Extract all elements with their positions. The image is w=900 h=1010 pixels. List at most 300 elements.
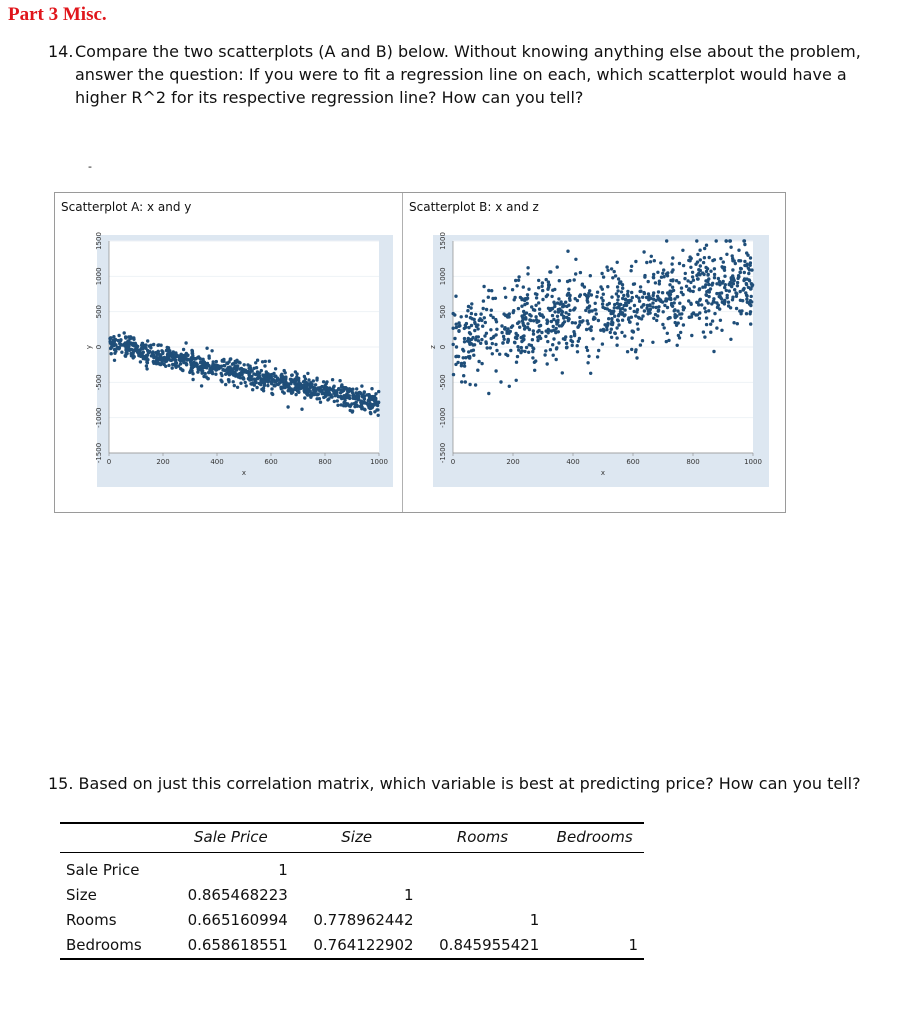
data-point [549,348,552,351]
data-point [156,361,159,364]
data-point [487,296,490,299]
data-point [692,290,695,293]
data-point [489,314,492,317]
data-point [721,301,724,304]
data-point [610,267,613,270]
data-point [538,308,541,311]
data-point [648,309,651,312]
data-point [632,283,635,286]
data-point [139,355,142,358]
data-point [363,397,366,400]
data-point [555,347,558,350]
data-point [466,309,469,312]
data-point [652,276,655,279]
data-point [589,372,592,375]
data-point [630,348,633,351]
data-point [310,394,313,397]
data-point [199,367,202,370]
data-point [286,405,289,408]
data-point [551,343,554,346]
x-tick-label: 400 [210,458,224,466]
data-point [618,303,621,306]
data-point [519,296,522,299]
data-point [616,261,619,264]
data-point [295,372,298,375]
data-point [284,371,287,374]
data-point [480,338,483,341]
data-point [574,272,577,275]
data-point [479,312,482,315]
data-point [536,330,539,333]
data-point [256,370,259,373]
data-point [698,249,701,252]
data-point [486,346,489,349]
data-point [332,389,335,392]
data-point [606,322,609,325]
data-point [657,290,660,293]
data-point [472,343,475,346]
data-point [586,361,589,364]
data-point [673,297,676,300]
data-point [340,383,343,386]
data-point [487,289,490,292]
data-point [743,243,746,246]
data-point [610,320,613,323]
data-point [172,350,175,353]
data-point [456,361,459,364]
data-point [731,298,734,301]
data-point [683,277,686,280]
data-point [195,363,198,366]
data-point [200,384,203,387]
table-cell: 1 [545,933,644,959]
data-point [626,293,629,296]
data-point [514,279,517,282]
data-point [569,335,572,338]
data-point [220,374,223,377]
data-point [128,341,131,344]
data-point [535,293,538,296]
data-point [646,312,649,315]
data-point [689,281,692,284]
data-point [735,295,738,298]
data-point [711,319,714,322]
data-point [252,372,255,375]
data-point [698,273,701,276]
data-point [736,284,739,287]
row-label: Size [66,886,97,904]
data-point [255,386,258,389]
header-cell: Bedrooms [545,823,644,853]
data-point [314,383,317,386]
data-point [230,370,233,373]
data-point [728,289,731,292]
data-point [668,316,671,319]
data-point [489,328,492,331]
data-point [490,309,493,312]
data-point [300,408,303,411]
data-point [739,259,742,262]
data-point [551,314,554,317]
data-point [284,377,287,380]
data-point [167,355,170,358]
data-point [576,326,579,329]
data-point [572,308,575,311]
data-point [250,382,253,385]
data-point [691,271,694,274]
data-point [331,378,334,381]
y-tick-label: -1500 [439,442,447,464]
data-point [608,302,611,305]
y-axis-label: y [85,344,93,350]
data-point [223,369,226,372]
data-point [562,316,565,319]
data-point [661,272,664,275]
data-point [550,295,553,298]
data-point [545,278,548,281]
y-axis-label: z [429,345,437,349]
data-point [552,354,555,357]
data-point [609,312,612,315]
data-point [193,357,196,360]
data-point [556,265,559,268]
data-point [626,350,629,353]
data-point [706,273,709,276]
data-point [639,343,642,346]
data-point [182,361,185,364]
data-point [695,239,698,242]
data-point [721,281,724,284]
data-point [325,380,328,383]
x-axis-label: x [241,469,247,477]
data-point [743,260,746,263]
data-point [595,295,598,298]
data-point [227,378,230,381]
data-point [177,364,180,367]
data-point [224,383,227,386]
data-point [502,312,505,315]
data-point [232,373,235,376]
data-point [124,351,127,354]
table-cell [420,883,546,908]
data-point [268,373,271,376]
data-point [123,343,126,346]
table-cell: 0.845955421 [420,933,546,959]
data-point [511,288,514,291]
data-point [607,317,610,320]
data-point [600,272,603,275]
data-point [645,261,648,264]
data-point [495,320,498,323]
data-point [669,296,672,299]
data-point [679,331,682,334]
data-point [251,388,254,391]
x-tick-label: 800 [686,458,700,466]
data-point [737,275,740,278]
y-tick-label: 0 [439,344,447,350]
data-point [470,312,473,315]
data-point [567,292,570,295]
data-point [537,286,540,289]
data-point [205,375,208,378]
data-point [315,377,318,380]
data-point [558,302,561,305]
data-point [587,355,590,358]
data-point [638,290,641,293]
data-point [164,360,167,363]
data-point [526,293,529,296]
data-point [678,312,681,315]
data-point [248,365,251,368]
data-point [303,375,306,378]
data-point [239,382,242,385]
data-point [704,283,707,286]
data-point [268,360,271,363]
data-point [642,250,645,253]
data-point [678,262,681,265]
data-point [166,346,169,349]
data-point [360,384,363,387]
data-point [465,315,468,318]
data-point [735,307,738,310]
data-point [204,372,207,375]
data-point [673,313,676,316]
data-point [589,274,592,277]
data-point [687,288,690,291]
data-point [720,291,723,294]
data-point [578,320,581,323]
data-point [743,239,746,242]
data-point [614,274,617,277]
data-point [636,328,639,331]
data-point [189,361,192,364]
data-point [590,309,593,312]
data-point [633,304,636,307]
data-point [489,346,492,349]
data-point [613,303,616,306]
data-point [745,282,748,285]
data-point [506,327,509,330]
data-point [703,307,706,310]
data-point [512,311,515,314]
data-point [558,307,561,310]
data-point [659,298,662,301]
data-point [563,304,566,307]
data-point [617,323,620,326]
data-point [229,357,232,360]
scatterplot-b-title: Scatterplot B: x and z [409,200,539,214]
data-point [522,338,525,341]
data-point [458,324,461,327]
data-point [146,361,149,364]
data-point [522,310,525,313]
data-point [703,247,706,250]
data-point [749,310,752,313]
data-point [281,390,284,393]
data-point [697,268,700,271]
data-point [525,346,528,349]
data-point [643,309,646,312]
data-point [214,373,217,376]
data-point [477,360,480,363]
data-point [500,331,503,334]
data-point [503,338,506,341]
data-point [128,337,131,340]
x-tick-label: 600 [264,458,278,466]
data-point [149,346,152,349]
data-point [712,350,715,353]
data-point [555,358,558,361]
data-point [472,349,475,352]
data-point [159,363,162,366]
data-point [650,255,653,258]
data-point [651,301,654,304]
data-point [742,288,745,291]
data-point [719,257,722,260]
data-point [731,254,734,257]
data-point [635,356,638,359]
data-point [216,368,219,371]
data-point [546,362,549,365]
data-point [695,274,698,277]
data-point [205,347,208,350]
data-point [363,408,366,411]
data-point [651,341,654,344]
data-point [338,395,341,398]
table-cell: 0.764122902 [294,933,420,959]
data-point [745,251,748,254]
data-point [335,393,338,396]
data-point [689,302,692,305]
data-point [689,266,692,269]
data-point [724,283,727,286]
data-point [669,279,672,282]
data-point [283,384,286,387]
data-point [696,277,699,280]
table-row [60,853,644,884]
table-cell: 0.665160994 [187,911,288,929]
data-point [703,335,706,338]
data-point [649,260,652,263]
data-point [606,269,609,272]
data-point [479,317,482,320]
data-point [483,316,486,319]
y-tick-label: 1500 [95,232,103,250]
data-point [565,342,568,345]
data-point [323,384,326,387]
data-point [253,367,256,370]
data-point [613,270,616,273]
data-point [191,352,194,355]
data-point [482,285,485,288]
data-point [327,389,330,392]
data-point [116,346,119,349]
data-point [165,349,168,352]
data-point [750,268,753,271]
data-point [316,393,319,396]
data-point [266,378,269,381]
data-point [508,385,511,388]
data-point [715,326,718,329]
data-point [290,378,293,381]
data-point [573,332,576,335]
data-point [276,376,279,379]
data-point [332,386,335,389]
data-point [574,321,577,324]
data-point [154,351,157,354]
data-point [476,369,479,372]
data-point [232,380,235,383]
data-point [262,389,265,392]
data-point [713,267,716,270]
data-point [348,387,351,390]
data-point [646,304,649,307]
data-point [245,384,248,387]
x-axis-label: x [600,469,606,477]
y-tick-label: 1500 [439,232,447,250]
data-point [502,335,505,338]
header-cell: Rooms [420,823,546,853]
data-point [452,343,455,346]
data-point [273,384,276,387]
data-point [534,359,537,362]
data-point [553,310,556,313]
data-point [698,287,701,290]
data-point [583,285,586,288]
data-point [713,276,716,279]
data-point [531,356,534,359]
data-point [504,353,507,356]
data-point [533,369,536,372]
data-point [207,354,210,357]
data-point [636,308,639,311]
data-point [534,304,537,307]
data-point [295,375,298,378]
data-point [705,316,708,319]
data-point [260,381,263,384]
data-point [184,341,187,344]
data-point [568,297,571,300]
data-point [517,348,520,351]
data-point [614,332,617,335]
data-point [605,328,608,331]
x-tick-label: 0 [106,458,112,466]
data-point [749,304,752,307]
data-point [585,346,588,349]
data-point [548,283,551,286]
data-point [640,305,643,308]
data-point [716,305,719,308]
data-point [749,256,752,259]
data-point [617,277,620,280]
data-point [571,344,574,347]
data-point [586,299,589,302]
data-point [528,328,531,331]
data-point [462,349,465,352]
section-heading: Part 3 Misc. [8,4,107,25]
data-point [707,295,710,298]
data-point [666,332,669,335]
data-point [279,380,282,383]
data-point [244,381,247,384]
data-point [617,314,620,317]
data-point [529,314,532,317]
data-point [526,266,529,269]
data-point [634,260,637,263]
data-point [290,374,293,377]
data-point [549,270,552,273]
data-point [662,268,665,271]
